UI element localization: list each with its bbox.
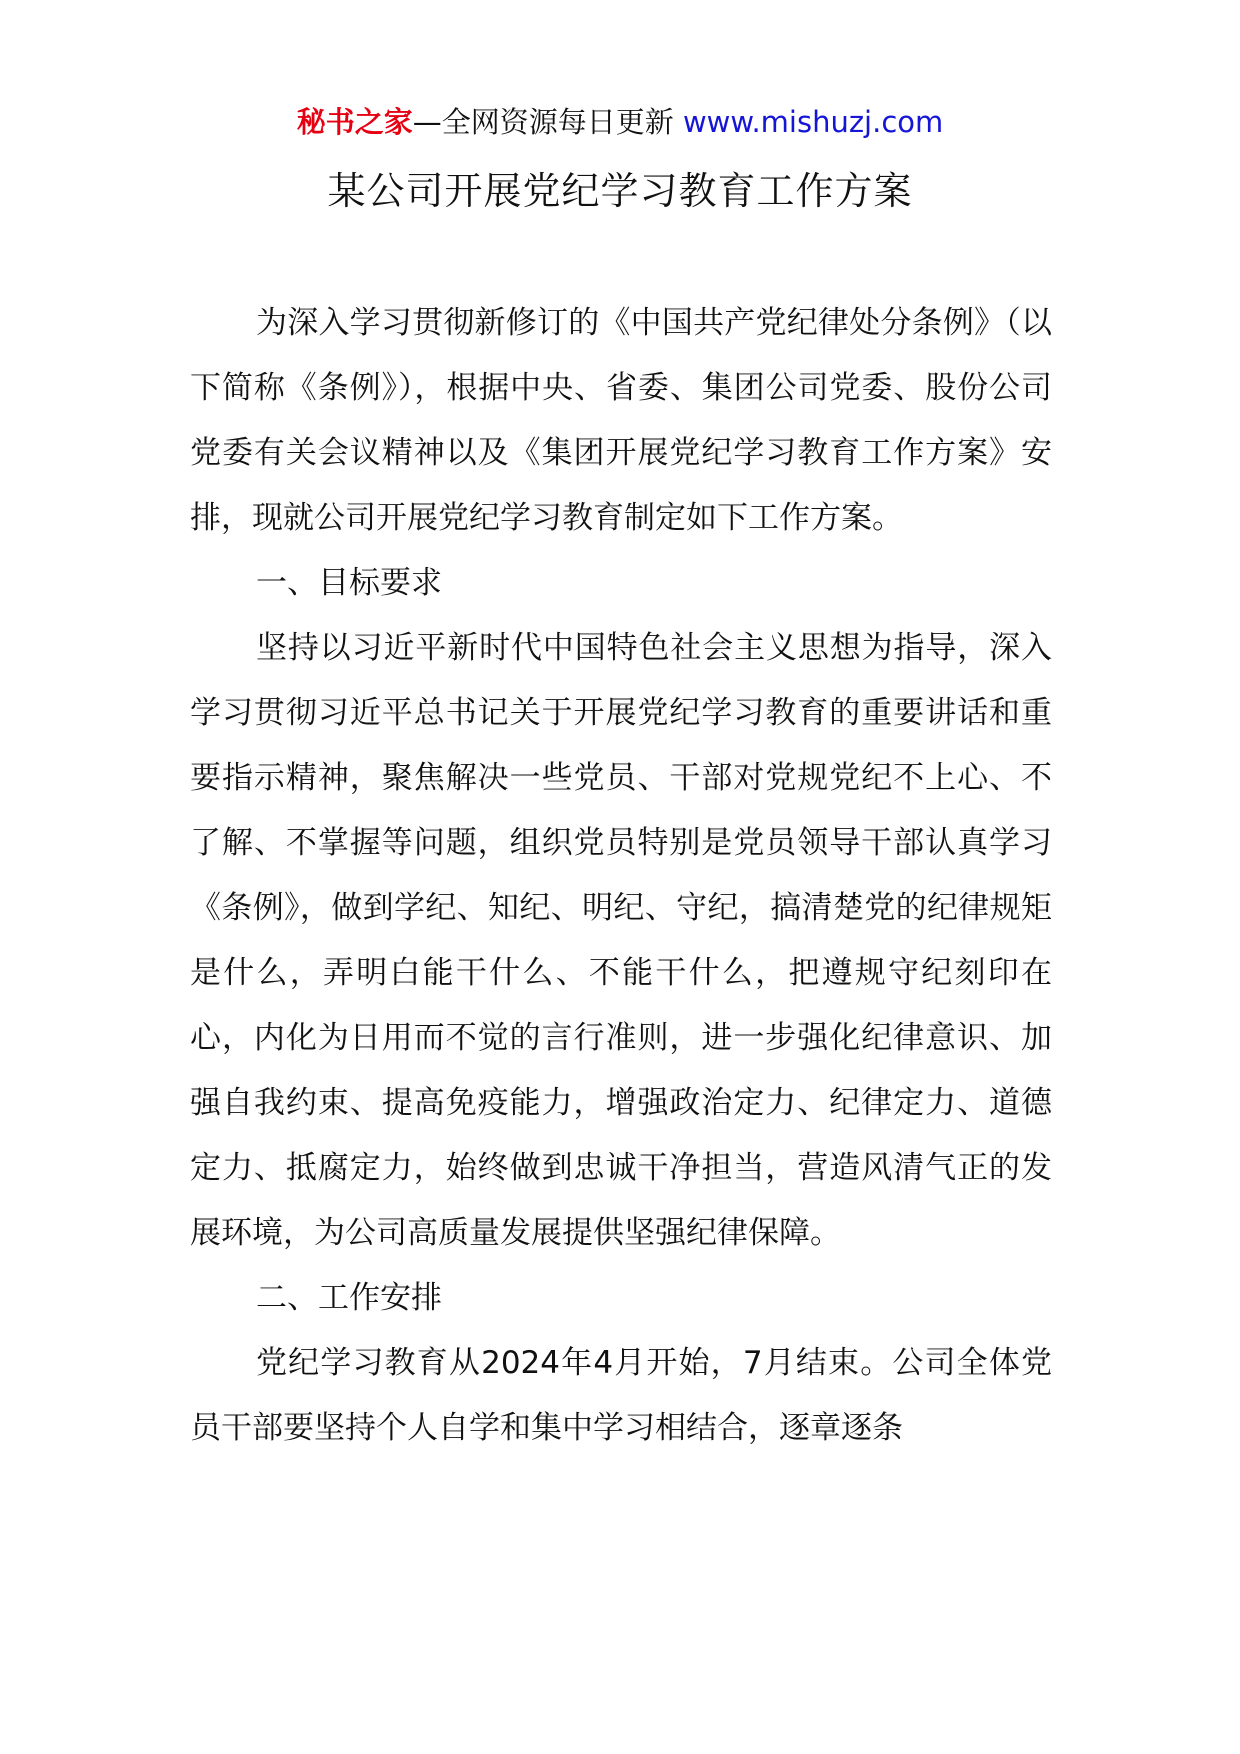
goals-paragraph: 坚持以习近平新时代中国特色社会主义思想为指导，深入学习贯彻习近平总书记关于开展党纪学习教育的重要讲话和重要指示精神，聚焦解决一些党员、干部对党规党纪不上心、不了解、不掌握等问题，组织党员特别是党员领导干部认真学习《条例》，做到学纪、知纪、明纪、守纪，搞清楚党的纪律规矩是什么，弄明白能干什么、不能干什么，把遵规守纪刻印在心，内化为日用而不觉的言行准则，进一步强化纪律意识、加强自我约束、提高免疫能力，增强政治定力、纪律定力、道德定力、抵腐定力，始终做到忠诚干净担当，营造风清气正的发展环境，为公司高质量发展提供坚强纪律保障。 (190, 630, 1052, 1251)
site-header (0, 102, 1240, 142)
site-url-link[interactable]: www.mishuzj.com (682, 105, 944, 139)
arrangement-paragraph: 党纪学习教育从2024年4月开始，7月结束。公司全体党员干部要坚持个人自学和集中学习相结合，逐章逐条 (190, 1345, 1052, 1446)
document-title: 某公司开展党纪学习教育工作方案 (327, 169, 913, 213)
header-tagline: —全网资源每日更新 (412, 105, 683, 139)
intro-paragraph: 为深入学习贯彻新修订的《中国共产党纪律处分条例》（以下简称《条例》），根据中央、省委、集团公司党委、股份公司党委有关会议精神以及《集团开展党纪学习教育工作方案》安排，现就公司开展党纪学习教育制定如下工作方案。 (190, 305, 1052, 536)
section-heading-goals: 一、目标要求 (256, 565, 442, 601)
brand-name: 秘书之家 (296, 105, 413, 139)
document-body (190, 291, 1052, 1461)
section-heading-arrangement: 二、工作安排 (256, 1280, 442, 1316)
